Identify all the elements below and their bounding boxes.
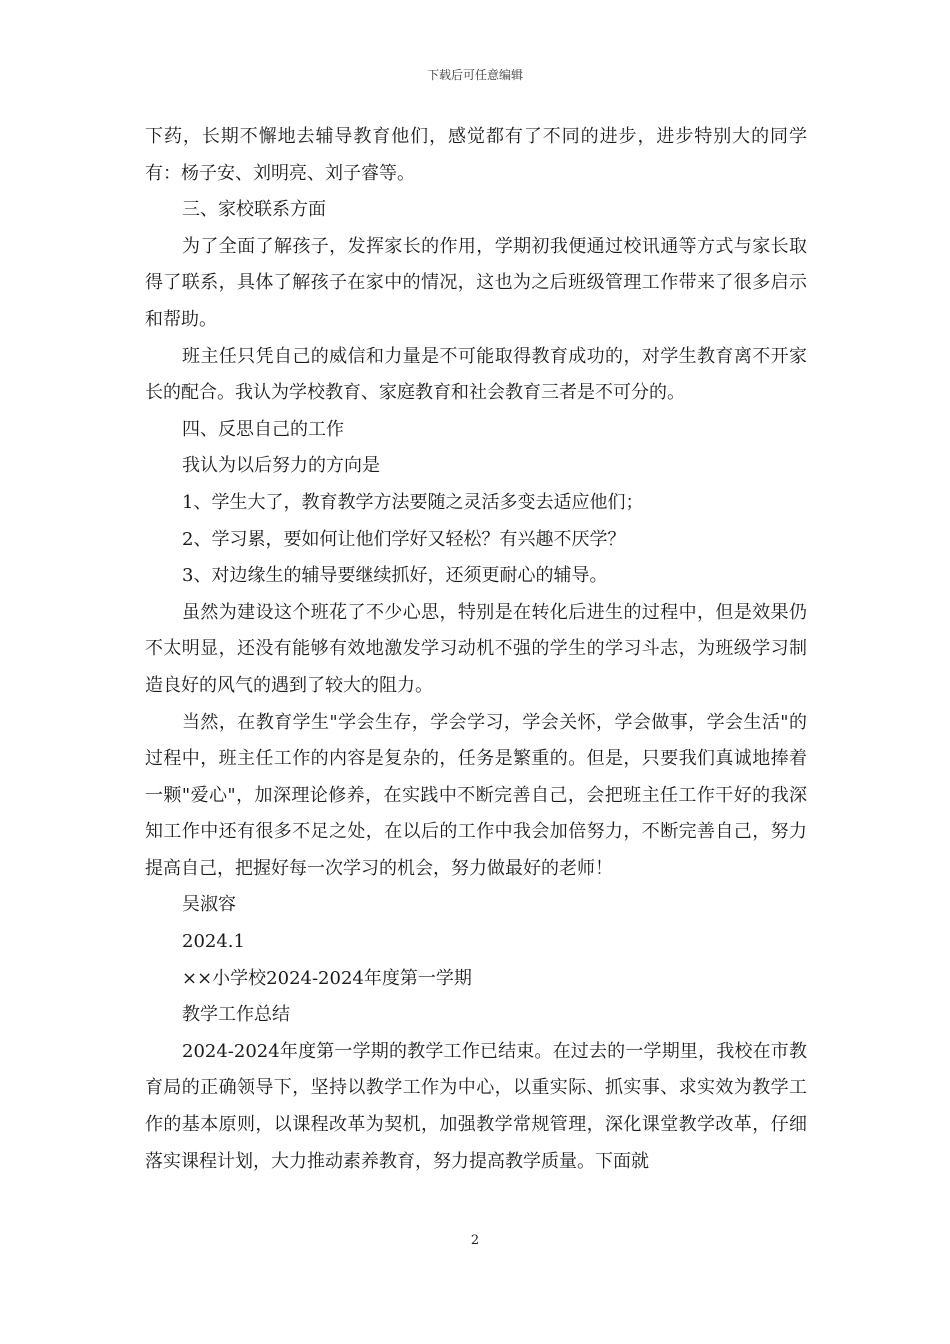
date-line: 2024.1: [182, 931, 245, 953]
paragraph: 班主任只凭自己的威信和力量是不可能取得教育成功的，对学生教育离不开家长的配合。我认为学校教育、家庭教育和社会教育三者是不可分的。: [145, 345, 807, 404]
document-title: ××小学校2024-2024年度第一学期: [182, 967, 472, 989]
list-item: 3、对边缘生的辅导要继续抓好，还须更耐心的辅导。: [182, 565, 608, 587]
paragraph: 当然，在教育学生"学会生存，学会学习，学会关怀，学会做事，学会生活"的过程中，班主任工作的内容是复杂的，任务是繁重的。但是，只要我们真诚地捧着一颗"爱心"，加深理论修养，在实践中不断完善自己，会把班主任工作干好的我深知工作中还有很多不足之处，在以后的工作中我会加倍努力，不断完善自己，努力提高自己，把握好每一次学习的机会，努力做最好的老师！: [145, 711, 807, 879]
paragraph: 虽然为建设这个班花了不少心思，特别是在转化后进生的过程中，但是效果仍不太明显，还没有能够有效地激发学习动机不强的学生的学习斗志，为班级学习制造良好的风气的遇到了较大的阻力。: [145, 601, 807, 696]
page-header: 下载后可任意编辑: [426, 68, 523, 82]
list-item: 2、学习累，要如何让他们学好又轻松？有兴趣不厌学？: [182, 528, 626, 550]
paragraph: 2024-2024年度第一学期的教学工作已结束。在过去的一学期里，我校在市教育局的正确领导下，坚持以教学工作为中心，以重实际、抓实事、求实效为教学工作的基本原则，以课程改革为契机，加强教学常规管理，深化课堂教学改革，仔细落实课程计划，大力推动素养教育，努力提高教学质量。下面就: [145, 1040, 807, 1172]
paragraph: 我认为以后努力的方向是: [182, 455, 380, 477]
section-heading: 四、反思自己的工作: [182, 418, 344, 440]
list-item: 1、学生大了，教育教学方法要随之灵活多变去适应他们；: [182, 491, 644, 513]
page-number: 2: [470, 1233, 480, 1248]
paragraph: 为了全面了解孩子，发挥家长的作用，学期初我便通过校讯通等方式与家长取得了联系，具体了解孩子在家中的情况，这也为之后班级管理工作带来了很多启示和帮助。: [145, 235, 807, 330]
document-body: [145, 119, 807, 1180]
author-name: 吴淑容: [182, 894, 236, 916]
section-heading: 三、家校联系方面: [182, 199, 326, 221]
paragraph: 下药，长期不懈地去辅导教育他们，感觉都有了不同的进步，进步特别大的同学有：杨子安、刘明亮、刘子睿等。: [145, 126, 807, 184]
document-subtitle: 教学工作总结: [182, 1004, 290, 1026]
